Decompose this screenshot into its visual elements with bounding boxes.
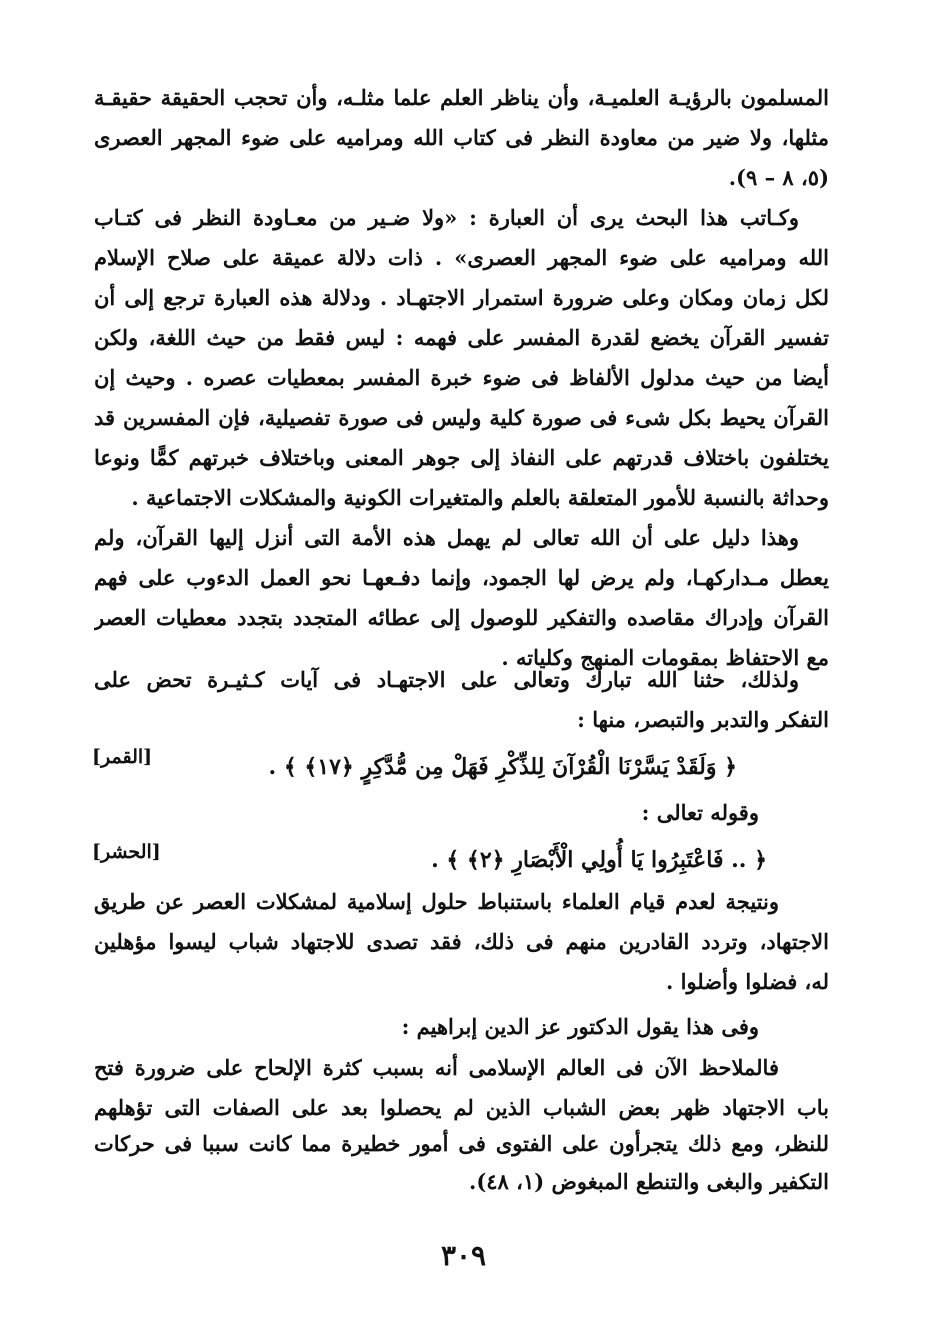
- text-line: مع الاحتفاظ بمقومات المنهج وكلياته .: [501, 645, 829, 670]
- text-line: وفى هذا يقول الدكتور عز الدين إبراهيم :: [401, 1014, 759, 1039]
- text-line: التفكر والتدبر والتبصر، منها :: [577, 707, 829, 732]
- text-line: الله ومراميه على ضوء المجهر العصرى» . ذات دلالة عميقة على صلاح الإسلام: [94, 245, 829, 270]
- text-line: وحداثة بالنسبة للأمور المتعلقة بالعلم والمتغيرات الكونية والمشكلات الاجتماعية .: [131, 485, 829, 510]
- text-line: له، فضلوا وأضلوا .: [665, 969, 829, 994]
- surah-reference: [الحشر]: [92, 841, 161, 863]
- text-line: يختلفون باختلاف قدرتهم على النفاذ إلى جوهر المعنى وباختلاف خبرتهم كمًّا ونوعا: [94, 445, 829, 470]
- text-line: وكـاتب هذا البحث يرى أن العبارة : «ولا ضـير من معـاودة النظر فى كتـاب: [94, 205, 799, 230]
- text-line: الاجتهاد، وتردد القادرين منهم فى ذلك، فقد تصدى للاجتهاد شباب ليسوا مؤهلين: [94, 929, 829, 954]
- text-line: تفسير القرآن يخضع لقدرة المفسر على فهمه : ليس فقط من حيث اللغة، ولكن: [94, 325, 829, 350]
- text-line: وقوله تعالى :: [641, 800, 759, 825]
- text-line: (٥، ٨ – ٩).: [728, 165, 829, 190]
- text-line: مثلها، ولا ضير من معاودة النظر فى كتاب الله ومراميه على ضوء المجهر العصرى: [94, 125, 829, 150]
- text-line: القرآن وإدراك مقاصده والتفكير للوصول إلى عطائه المتجدد بتجدد معطيات العصر: [94, 605, 829, 630]
- text-line: باب الاجتهاد ظهر بعض الشباب الذين لم يحصلوا بعد على الصفات التى تؤهلهم: [94, 1095, 829, 1120]
- text-line: ولذلك، حثنا الله تبارك وتعالى على الاجتهـاد فى آيات كـثيـرة تحض على: [94, 667, 799, 692]
- text-line: للنظر، ومع ذلك يتجرأون على الفتوى فى أمور خطيرة مما كانت سببا فى حركات: [94, 1131, 829, 1156]
- text-line: فالملاحظ الآن فى العالم الإسلامى أنه بسبب كثرة الإلحاح على ضرورة فتح: [94, 1055, 779, 1080]
- surah-reference: [القمر]: [92, 746, 153, 768]
- text-line: يعطل مـداركهـا، ولم يرض لها الجمود، وإنما دفـعهـا نحو العمل الدءوب على فهم: [94, 565, 829, 590]
- text-line: وهذا دليل على أن الله تعالى لم يهمل هذه الأمة التى أنزل إليها القرآن، ولم: [94, 525, 799, 550]
- text-line: ونتيجة لعدم قيام العلماء باستنباط حلول إسلامية لمشكلات العصر عن طريق: [94, 889, 779, 914]
- text-line: المسلمون بالرؤيـة العلميـة، وأن يناظر العلم علما مثلـه، وأن تحجب الحقيقة حقيقـة: [94, 85, 829, 110]
- quran-verse: ﴿ .. فَاعْتَبِرُوا يَا أُولِي الْأَبْصَارِ ﴿٢﴾ ﴾ .: [431, 847, 767, 873]
- page-number: ٣٠٩: [440, 1239, 487, 1272]
- text-line: التكفير والبغى والتنطع المبغوض (١، ٤٨).: [469, 1169, 829, 1194]
- quran-verse: ﴿ وَلَقَدْ يَسَّرْنَا الْقُرْآنَ لِلذِّكْرِ فَهَلْ مِن مُّدَّكِرٍ ﴿١٧﴾ ﴾ .: [268, 754, 737, 780]
- text-line: أيضا من حيث مدلول الألفاظ فى ضوء خبرة المفسر بمعطيات عصره . وحيث إن: [94, 365, 829, 390]
- text-line: لكل زمان ومكان وعلى ضرورة استمرار الاجتهـاد . ودلالة هذه العبارة ترجع إلى أن: [94, 285, 829, 310]
- text-line: القرآن يحيط بكل شىء فى صورة كلية وليس فى صورة تفصيلية، فإن المفسرين قد: [94, 405, 829, 430]
